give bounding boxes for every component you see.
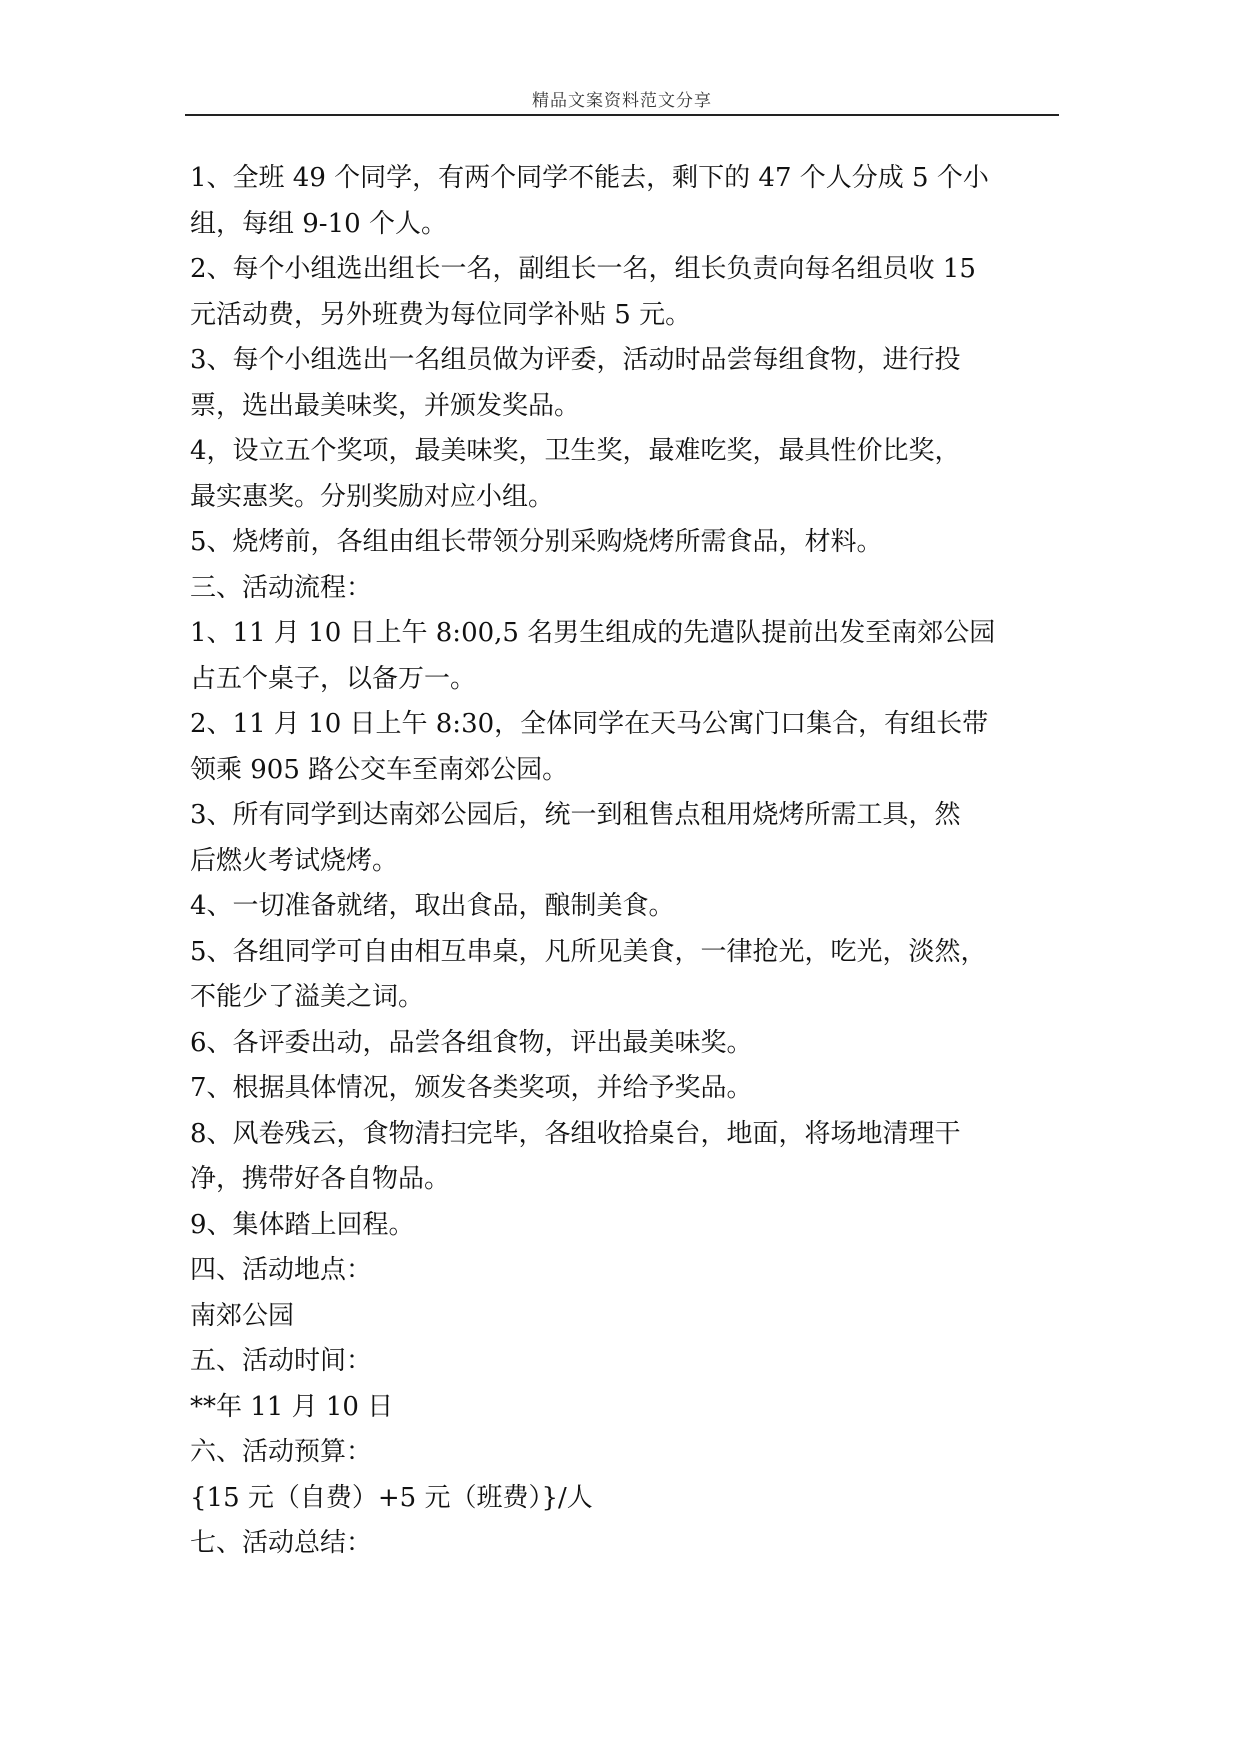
text-line: 7、根据具体情况，颁发各类奖项，并给予奖品。	[190, 1073, 753, 1103]
text-line: 4、一切准备就绪，取出食品，酿制美食。	[190, 891, 675, 921]
text-line: 元活动费，另外班费为每位同学补贴 5 元。	[190, 299, 692, 330]
page-header-title: 精品文案资料范文分享	[532, 91, 712, 111]
text-line: {15 元（自费）+5 元（班费）}/人	[190, 1482, 593, 1513]
text-line: 5、烧烤前，各组由组长带领分别采购烧烤所需食品，材料。	[190, 527, 883, 557]
text-line: 票，选出最美味奖，并颁发奖品。	[190, 390, 581, 421]
header-divider	[185, 114, 1059, 116]
text-line: 组，每组 9-10 个人。	[190, 208, 447, 239]
document-body	[190, 156, 1080, 1567]
text-line: 1、全班 49 个同学，有两个同学不能去，剩下的 47 个人分成 5 个小	[190, 163, 989, 193]
text-line: 6、各评委出动，品尝各组食物，评出最美味奖。	[190, 1027, 753, 1058]
text-line: 8、风卷残云，食物清扫完毕，各组收拾桌台，地面，将场地清理干	[190, 1118, 961, 1149]
text-line: 南郊公园	[190, 1300, 295, 1331]
text-line: 2、11 月 10 日上午 8:30，全体同学在天马公寓门口集合，有组长带	[190, 709, 989, 739]
text-line: 2、每个小组选出组长一名，副组长一名，组长负责向每名组员收 15	[190, 254, 976, 284]
text-line: 最实惠奖。分别奖励对应小组。	[190, 481, 555, 512]
text-line: 4，设立五个奖项，最美味奖，卫生奖，最难吃奖，最具性价比奖，	[190, 436, 961, 466]
text-line: 3、每个小组选出一名组员做为评委，活动时品尝每组食物，进行投	[190, 345, 961, 375]
text-line: 领乘 905 路公交车至南郊公园。	[190, 754, 569, 785]
text-line: 不能少了溢美之词。	[190, 982, 425, 1012]
section-heading: 五、活动时间：	[190, 1346, 373, 1376]
section-heading: 六、活动预算：	[190, 1437, 373, 1467]
text-line: 9、集体踏上回程。	[190, 1209, 415, 1240]
text-line: **年 11 月 10 日	[190, 1391, 394, 1422]
section-heading: 三、活动流程：	[190, 572, 373, 603]
section-heading: 七、活动总结：	[190, 1528, 373, 1558]
section-heading: 四、活动地点：	[190, 1255, 373, 1285]
text-line: 3、所有同学到达南郊公园后，统一到租售点租用烧烤所需工具，然	[190, 800, 961, 830]
text-line: 1、11 月 10 日上午 8:00,5 名男生组成的先遣队提前出发至南郊公园	[190, 618, 996, 648]
text-line: 5、各组同学可自由相互串桌，凡所见美食，一律抢光，吃光，淡然，	[190, 936, 987, 967]
text-line: 净，携带好各自物品。	[190, 1164, 451, 1194]
text-line: 占五个桌子，以备万一。	[190, 663, 477, 694]
text-line: 后燃火考试烧烤。	[190, 845, 399, 876]
